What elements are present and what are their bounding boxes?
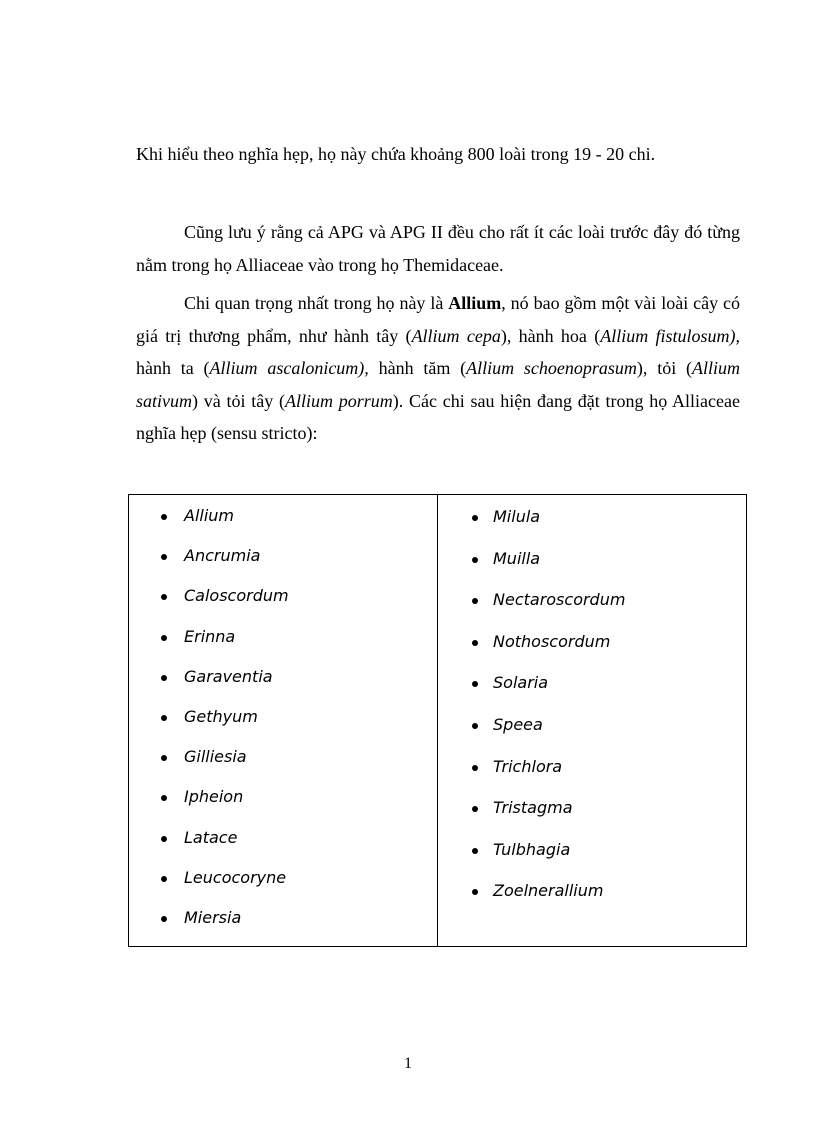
text-segment: ) và tỏi tây ( <box>192 390 286 411</box>
bullet-icon <box>161 635 167 641</box>
bullet-icon <box>472 806 478 812</box>
genus-name: Muilla <box>493 548 541 568</box>
bullet-icon <box>472 640 478 646</box>
species-name: Allium cepa <box>411 325 501 346</box>
text-segment: Chi quan trọng nhất trong họ này là <box>184 293 449 313</box>
genus-list-item <box>129 705 437 745</box>
text-segment: ), hành hoa ( <box>500 325 601 346</box>
bullet-icon <box>472 515 478 521</box>
species-name: Allium sativum <box>136 358 740 411</box>
bullet-icon <box>161 514 167 520</box>
genus-name: Ipheion <box>184 787 244 807</box>
genus-name: Allium <box>184 506 235 525</box>
page-number: 1 <box>404 1055 412 1072</box>
genus-list-item <box>438 796 746 838</box>
genus-name: Gethyum <box>184 706 258 726</box>
genus-list-item <box>129 745 437 785</box>
genus-list-item <box>438 588 746 630</box>
bullet-icon <box>161 836 167 842</box>
genus-name: Miersia <box>184 907 242 927</box>
genera-left-list <box>129 495 437 946</box>
bullet-icon <box>472 681 478 687</box>
species-name: Allium porrum <box>285 390 393 411</box>
paragraph-allium-genus <box>136 287 740 450</box>
genus-list-item <box>438 755 746 797</box>
genus-list-item <box>438 505 746 547</box>
genus-list-item <box>438 671 746 713</box>
genus-name: Nothoscordum <box>493 631 611 651</box>
genera-right-column <box>438 495 747 947</box>
genera-right-list <box>438 495 746 921</box>
genus-list-item <box>438 713 746 755</box>
species-name: Allium ascalonicum), <box>209 358 369 378</box>
bullet-icon <box>161 876 167 882</box>
species-name: Allium schoenoprasum <box>466 358 637 378</box>
genus-name: Speea <box>493 714 543 734</box>
bullet-icon <box>161 795 167 801</box>
genus-list-item <box>129 906 437 946</box>
genus-list-item <box>129 544 437 584</box>
genus-list-item <box>129 584 437 624</box>
genera-table-row <box>129 495 747 947</box>
genus-list-item <box>129 625 437 665</box>
genus-name: Tristagma <box>493 798 573 818</box>
bullet-icon <box>161 916 167 922</box>
text-segment: hành ta ( <box>136 358 210 378</box>
bullet-icon <box>472 557 478 563</box>
bullet-icon <box>472 598 478 604</box>
genus-list-item <box>129 665 437 705</box>
text-segment: ), tỏi ( <box>636 358 692 378</box>
genus-name: Solaria <box>493 673 549 693</box>
genera-table <box>128 494 747 947</box>
bullet-icon <box>472 765 478 771</box>
genus-list-item <box>438 630 746 672</box>
bullet-icon <box>161 594 167 600</box>
genus-name: Nectaroscordum <box>493 590 626 610</box>
genus-name: Ancrumia <box>184 546 261 566</box>
species-name: Allium fistulosum), <box>600 325 741 346</box>
bullet-icon <box>161 755 167 761</box>
genus-list-item <box>129 866 437 906</box>
bullet-icon <box>161 715 167 721</box>
genus-list-item <box>129 826 437 866</box>
paragraph-apg-note: Cũng lưu ý rằng cả APG và APG II đều cho rất ít các loài trước đây đó từng nằm trong họ Alliaceae vào trong họ Themidaceae. <box>136 222 740 275</box>
genus-list-item <box>129 785 437 825</box>
text-segment: , nó bao gồm một vài loài cây có giá trị thương phẩm, như hành tây ( <box>136 293 740 346</box>
allium-bold-term: Allium <box>448 293 502 313</box>
genus-name: Erinna <box>184 626 236 646</box>
genus-name: Trichlora <box>493 756 563 776</box>
bullet-icon <box>472 848 478 854</box>
genus-name: Latace <box>184 827 238 847</box>
genus-list-item <box>438 879 746 921</box>
bullet-icon <box>161 554 167 560</box>
bullet-icon <box>472 889 478 895</box>
genera-left-column <box>129 495 438 947</box>
genus-name: Garaventia <box>184 666 273 686</box>
genus-name: Caloscordum <box>184 586 289 606</box>
genus-list-item <box>438 838 746 880</box>
genus-name: Milula <box>493 507 541 526</box>
paragraph-narrow-sense: Khi hiểu theo nghĩa hẹp, họ này chứa khoảng 800 loài trong 19 - 20 chi. <box>136 144 656 164</box>
bullet-icon <box>161 675 167 681</box>
genus-name: Tulbhagia <box>493 839 571 859</box>
bullet-icon <box>472 723 478 729</box>
genus-list-item <box>129 504 437 544</box>
genus-name: Leucocoryne <box>184 867 287 887</box>
genus-list-item <box>438 547 746 589</box>
text-segment: hành tăm ( <box>368 358 467 378</box>
text-segment: ). Các chi sau hiện đang đặt trong họ Alliaceae nghĩa hẹp (sensu stricto): <box>136 390 740 443</box>
genus-name: Gilliesia <box>184 747 247 767</box>
genus-name: Zoelnerallium <box>493 881 604 901</box>
